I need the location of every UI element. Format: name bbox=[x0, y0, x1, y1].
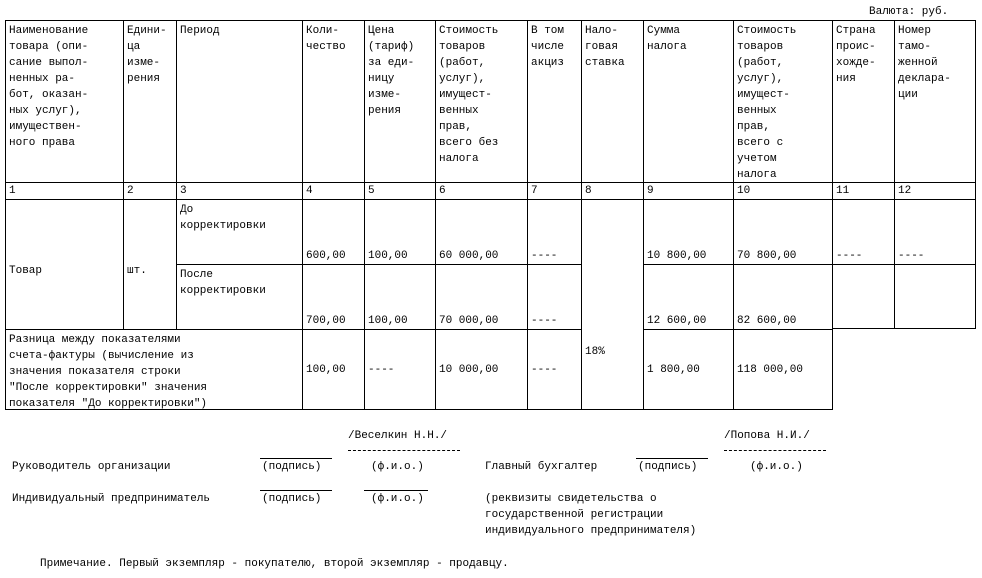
header-col-2: Едини- ца изме- рения bbox=[123, 20, 176, 182]
country: ---- bbox=[832, 199, 894, 264]
after-excise: ---- bbox=[527, 264, 581, 329]
header-col-9: Сумма налога bbox=[643, 20, 733, 182]
before-cost-with-tax: 70 800,00 bbox=[733, 199, 832, 264]
currency-label: Валюта: руб. bbox=[869, 6, 949, 18]
head-name-underline bbox=[348, 450, 460, 451]
accountant-name: /Попова Н.И./ bbox=[724, 430, 810, 442]
after-declaration-empty bbox=[894, 264, 976, 329]
col-number: 7 bbox=[527, 182, 581, 199]
after-cost-with-tax: 82 600,00 bbox=[733, 264, 832, 329]
col-number: 2 bbox=[123, 182, 176, 199]
footnote: Примечание. Первый экземпляр - покупателю, второй экземпляр - продавцу. bbox=[40, 558, 509, 570]
period-before: До корректировки bbox=[176, 199, 302, 264]
entrepreneur-fio-hint: (ф.и.о.) bbox=[371, 493, 424, 505]
before-tax-sum: 10 800,00 bbox=[643, 199, 733, 264]
difference-cost-no-tax: 10 000,00 bbox=[435, 329, 527, 410]
col-number: 11 bbox=[832, 182, 894, 199]
header-col-6: Стоимость товаров (работ, услуг), имущест- венных прав, всего без налога bbox=[435, 20, 527, 182]
item-name: Товар bbox=[5, 199, 123, 329]
header-col-8: Нало- говая ставка bbox=[581, 20, 643, 182]
before-quantity: 600,00 bbox=[302, 199, 364, 264]
difference-tax-sum: 1 800,00 bbox=[643, 329, 733, 410]
item-unit: шт. bbox=[123, 199, 176, 329]
head-name: /Веселкин Н.Н./ bbox=[348, 430, 448, 442]
accountant-signature-hint: (подпись) bbox=[638, 461, 698, 473]
header-col-1: Наименование товара (опи- сание выпол- ненных ра- бот, оказан- ных услуг), имуществен- ного права bbox=[5, 20, 123, 182]
accountant-label: Главный бухгалтер bbox=[485, 461, 598, 473]
before-excise: ---- bbox=[527, 199, 581, 264]
after-cost-no-tax: 70 000,00 bbox=[435, 264, 527, 329]
col-number: 12 bbox=[894, 182, 976, 199]
difference-price: ---- bbox=[364, 329, 435, 410]
before-cost-no-tax: 60 000,00 bbox=[435, 199, 527, 264]
head-fio-hint: (ф.и.о.) bbox=[371, 461, 424, 473]
declaration: ---- bbox=[894, 199, 976, 264]
accountant-fio-hint: (ф.и.о.) bbox=[750, 461, 803, 473]
head-label: Руководитель организации bbox=[12, 461, 171, 473]
header-col-5: Цена (тариф) за еди- ницу изме- рения bbox=[364, 20, 435, 182]
difference-label: Разница между показателями счета-фактуры (вычисление из значения показателя строки "После корректировки" значения показателя "До корректировки") bbox=[5, 329, 302, 410]
header-col-4: Коли- чество bbox=[302, 20, 364, 182]
col-number: 9 bbox=[643, 182, 733, 199]
after-quantity: 700,00 bbox=[302, 264, 364, 329]
entrepreneur-signature-hint: (подпись) bbox=[262, 493, 322, 505]
after-price: 100,00 bbox=[364, 264, 435, 329]
before-price: 100,00 bbox=[364, 199, 435, 264]
col-number: 4 bbox=[302, 182, 364, 199]
after-tax-sum: 12 600,00 bbox=[643, 264, 733, 329]
head-signature-hint: (подпись) bbox=[262, 461, 322, 473]
header-col-3: Период bbox=[176, 20, 302, 182]
col-number: 3 bbox=[176, 182, 302, 199]
difference-cost-with-tax: 118 000,00 bbox=[733, 329, 833, 410]
difference-excise: ---- bbox=[527, 329, 581, 410]
accountant-name-underline bbox=[724, 450, 826, 451]
header-col-10: Стоимость товаров (работ, услуг), имущест- венных прав, всего с учетом налога bbox=[733, 20, 832, 182]
col-number: 6 bbox=[435, 182, 527, 199]
col-number: 10 bbox=[733, 182, 832, 199]
registration-hint: (реквизиты свидетельства о государственной регистрации индивидуального предпринимателя) bbox=[485, 493, 697, 537]
tax-rate: 18% bbox=[581, 199, 643, 410]
col-number: 5 bbox=[364, 182, 435, 199]
entrepreneur-label: Индивидуальный предприниматель bbox=[12, 493, 211, 505]
header-col-11: Страна проис- хожде- ния bbox=[832, 20, 894, 182]
after-country-empty bbox=[832, 264, 894, 329]
period-after: После корректировки bbox=[176, 264, 302, 329]
header-col-7: В том числе акциз bbox=[527, 20, 581, 182]
header-col-12: Номер тамо- женной деклара- ции bbox=[894, 20, 976, 182]
col-number: 1 bbox=[5, 182, 123, 199]
difference-quantity: 100,00 bbox=[302, 329, 364, 410]
col-number: 8 bbox=[581, 182, 643, 199]
